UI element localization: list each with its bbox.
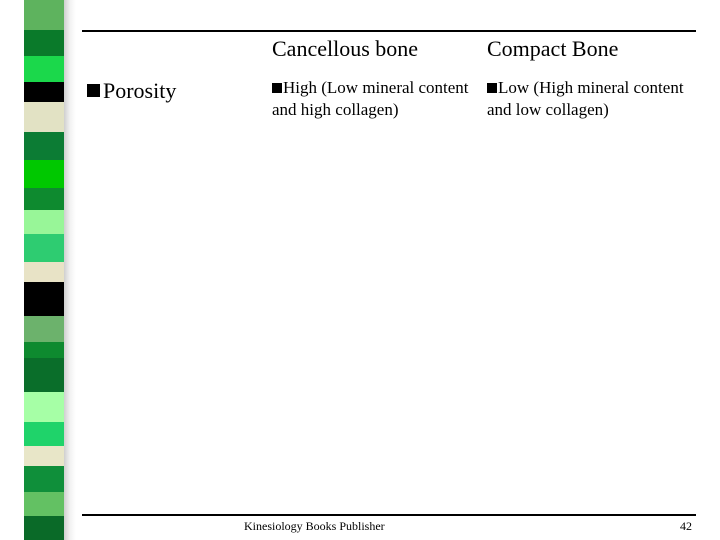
stripe-block — [24, 0, 68, 30]
square-bullet-icon — [487, 83, 497, 93]
footer-rule — [82, 514, 696, 516]
compact-detail: (High mineral content and low collagen) — [487, 78, 684, 119]
row-label-text: Porosity — [103, 78, 177, 103]
stripe-block — [24, 188, 68, 210]
stripe-shadow — [64, 0, 76, 540]
stripe-block — [24, 262, 68, 282]
stripe-block — [24, 102, 68, 132]
cell-compact-porosity — [487, 77, 687, 121]
stripe-block — [24, 210, 68, 234]
stripe-block — [24, 160, 68, 188]
stripe-block — [24, 358, 68, 392]
square-bullet-icon — [87, 84, 100, 97]
stripe-block — [24, 422, 68, 446]
cell-cancellous-porosity — [272, 77, 472, 121]
table-top-rule — [82, 30, 696, 32]
stripe-block — [24, 316, 68, 342]
stripe-block — [24, 282, 68, 316]
page-number: 42 — [680, 519, 692, 533]
stripe-block — [24, 466, 68, 492]
footer-publisher: Kinesiology Books Publisher — [244, 519, 385, 533]
compact-keyword: Low — [498, 78, 530, 97]
stripe-block — [24, 132, 68, 160]
stripe-block — [24, 30, 68, 56]
row-label-porosity — [87, 78, 176, 104]
stripe-block — [24, 516, 68, 540]
header-cancellous: Cancellous bone — [272, 36, 419, 61]
stripe-block — [24, 342, 68, 358]
header-compact: Compact Bone — [487, 36, 619, 61]
stripe-block — [24, 234, 68, 262]
square-bullet-icon — [272, 83, 282, 93]
stripe-block — [24, 446, 68, 466]
decorative-stripe-bar — [24, 0, 68, 540]
cancellous-keyword: High — [283, 78, 317, 97]
stripe-block — [24, 82, 68, 102]
stripe-block — [24, 492, 68, 516]
stripe-block — [24, 56, 68, 82]
stripe-block — [24, 392, 68, 422]
cancellous-detail: (Low mineral content and high collagen) — [272, 78, 469, 119]
